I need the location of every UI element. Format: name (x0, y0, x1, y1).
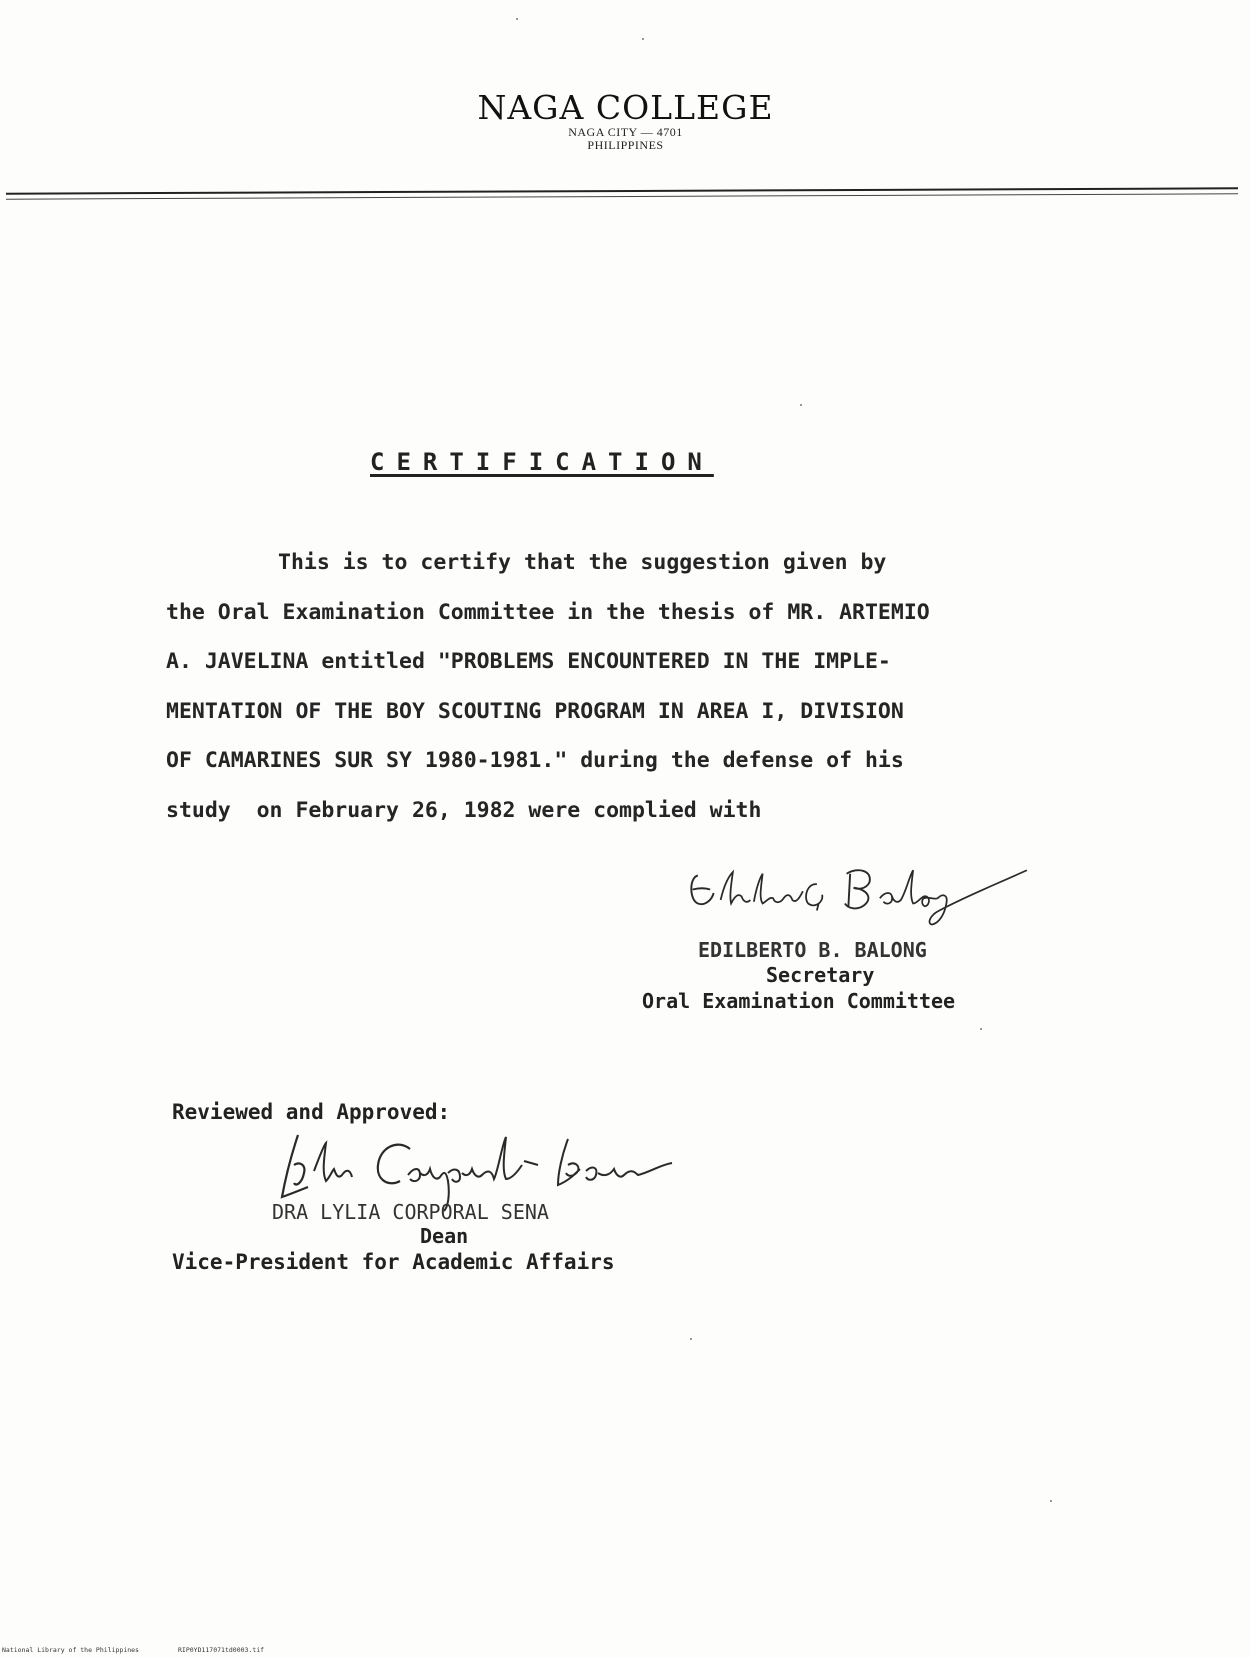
dean-role: Vice-President for Academic Affairs (172, 1250, 615, 1274)
footer-library: National Library of the Philippines (2, 1646, 139, 1654)
footer-file-id: RIP0YD117071td0003.tif (178, 1646, 265, 1654)
scan-speck (516, 18, 518, 20)
body-line: the Oral Examination Committee in the thesis of MR. ARTEMIO (166, 599, 930, 625)
body-line: OF CAMARINES SUR SY 1980-1981." during the defense of his (166, 748, 904, 773)
certification-heading: CERTIFICATION (370, 448, 714, 476)
secretary-title: Secretary (766, 963, 875, 987)
body-line: A. JAVELINA entitled "PROBLEMS ENCOUNTERED IN THE IMPLE- (166, 649, 891, 674)
letterhead (0, 88, 1251, 153)
body-line: MENTATION OF THE BOY SCOUTING PROGRAM IN AREA I, DIVISION (166, 698, 904, 724)
secretary-committee: Oral Examination Committee (642, 989, 956, 1013)
body-line: This is to certify that the suggestion given by (278, 550, 887, 575)
college-name: NAGA COLLEGE (477, 88, 774, 127)
scan-speck (800, 404, 802, 406)
scan-speck (642, 38, 644, 40)
body-line: study on February 26, 1982 were complied with (166, 797, 762, 823)
secretary-signature-image (660, 858, 1070, 928)
scan-speck (690, 1338, 692, 1340)
scan-speck (1050, 1500, 1052, 1502)
reviewed-approved-label: Reviewed and Approved: (172, 1100, 451, 1124)
dean-name: DRA LYLIA CORPORAL SENA (272, 1200, 549, 1224)
dean-title: Dean (420, 1224, 469, 1248)
scan-speck (980, 1028, 982, 1030)
college-country: PHILIPPINES (587, 138, 664, 152)
secretary-name: EDILBERTO B. BALONG (698, 938, 927, 962)
letterhead-rule-bottom (6, 193, 1238, 199)
certification-body (166, 538, 1146, 835)
college-city: NAGA CITY — 4701 (568, 125, 683, 139)
